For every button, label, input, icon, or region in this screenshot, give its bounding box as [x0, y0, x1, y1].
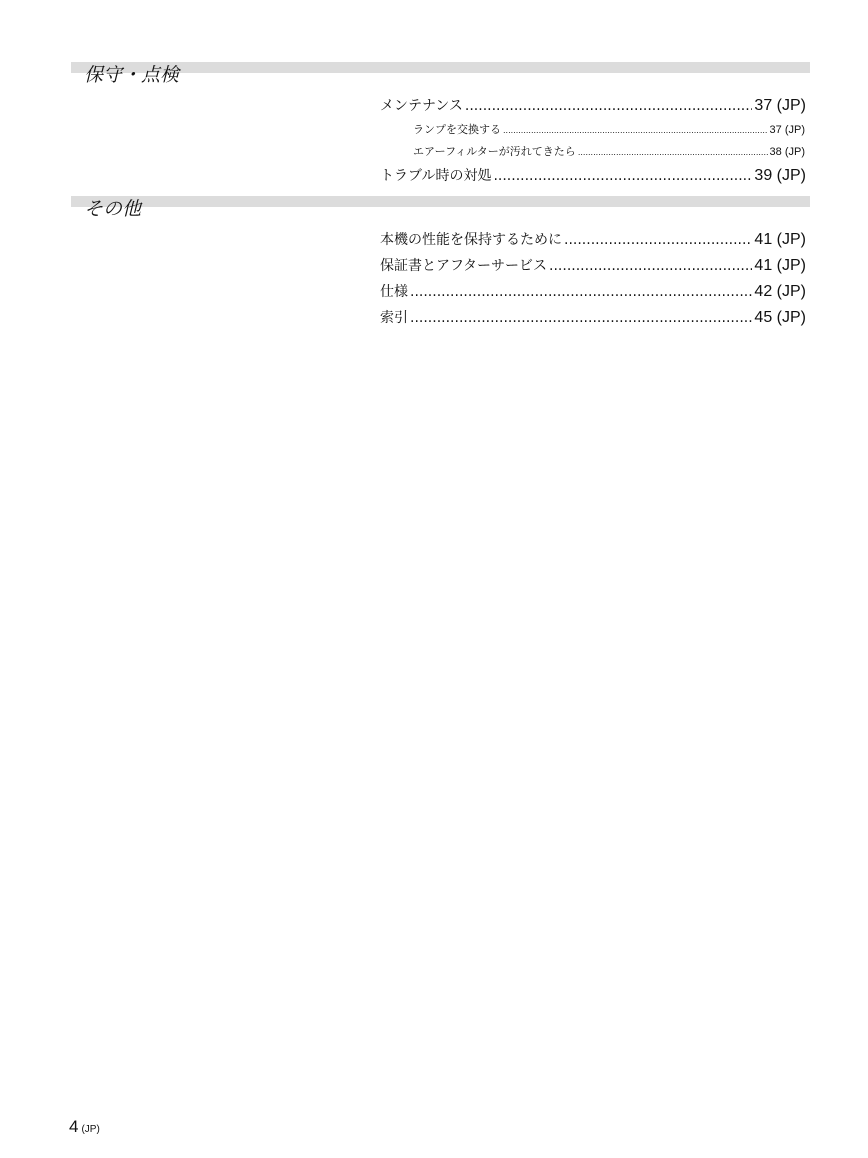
toc-entry-performance[interactable]: [380, 229, 806, 249]
toc-entry-page: 45 (JP): [754, 309, 806, 326]
toc-entry-label: 仕様: [380, 284, 408, 300]
page-number: [69, 1117, 100, 1137]
toc-entry-label: ランプを交換する: [413, 123, 501, 136]
section-title-other: その他: [84, 198, 142, 220]
toc-entry-label: 保証書とアフターサービス: [380, 258, 548, 274]
toc-leader-dots: [578, 145, 768, 158]
toc-entry-label: メンテナンス: [380, 98, 463, 114]
toc-leader-dots: [410, 310, 752, 326]
section-bar-maintenance: [71, 62, 810, 73]
toc-entry-air-filter[interactable]: [413, 143, 805, 159]
toc-entry-label: エアーフィルターが汚れてきたら: [413, 145, 576, 158]
toc-entry-page: 41 (JP): [754, 231, 806, 248]
page-number-suffix: (JP): [81, 1124, 100, 1135]
toc-entry-page: 37 (JP): [769, 124, 805, 136]
toc-entry-page: 42 (JP): [754, 283, 806, 300]
toc-entry-label: トラブル時の対処: [380, 168, 492, 184]
section-bar-other: [71, 196, 810, 207]
toc-entry-page: 37 (JP): [754, 97, 806, 114]
toc-entry-page: 41 (JP): [754, 257, 806, 274]
toc-entry-label: 本機の性能を保持するために: [380, 232, 562, 248]
toc-entry-lamp-replace[interactable]: [413, 121, 805, 137]
toc-entry-page: 39 (JP): [754, 167, 806, 184]
toc-entry-label: 索引: [380, 310, 408, 326]
toc-leader-dots: [564, 232, 752, 248]
toc-entry-index[interactable]: [380, 307, 806, 327]
toc-leader-dots: [493, 168, 752, 184]
page-number-value: 4: [69, 1117, 79, 1136]
toc-entry-specifications[interactable]: [380, 281, 806, 301]
toc-leader-dots: [410, 284, 752, 300]
toc-entry-page: 38 (JP): [769, 146, 805, 158]
toc-entry-maintenance[interactable]: [380, 95, 806, 115]
toc-leader-dots: [503, 123, 768, 136]
toc-entry-troubleshooting[interactable]: [380, 165, 806, 185]
toc-leader-dots: [465, 98, 753, 114]
toc-entry-warranty[interactable]: [380, 255, 806, 275]
toc-leader-dots: [549, 258, 752, 274]
section-title-maintenance: 保守・点検: [84, 64, 180, 86]
